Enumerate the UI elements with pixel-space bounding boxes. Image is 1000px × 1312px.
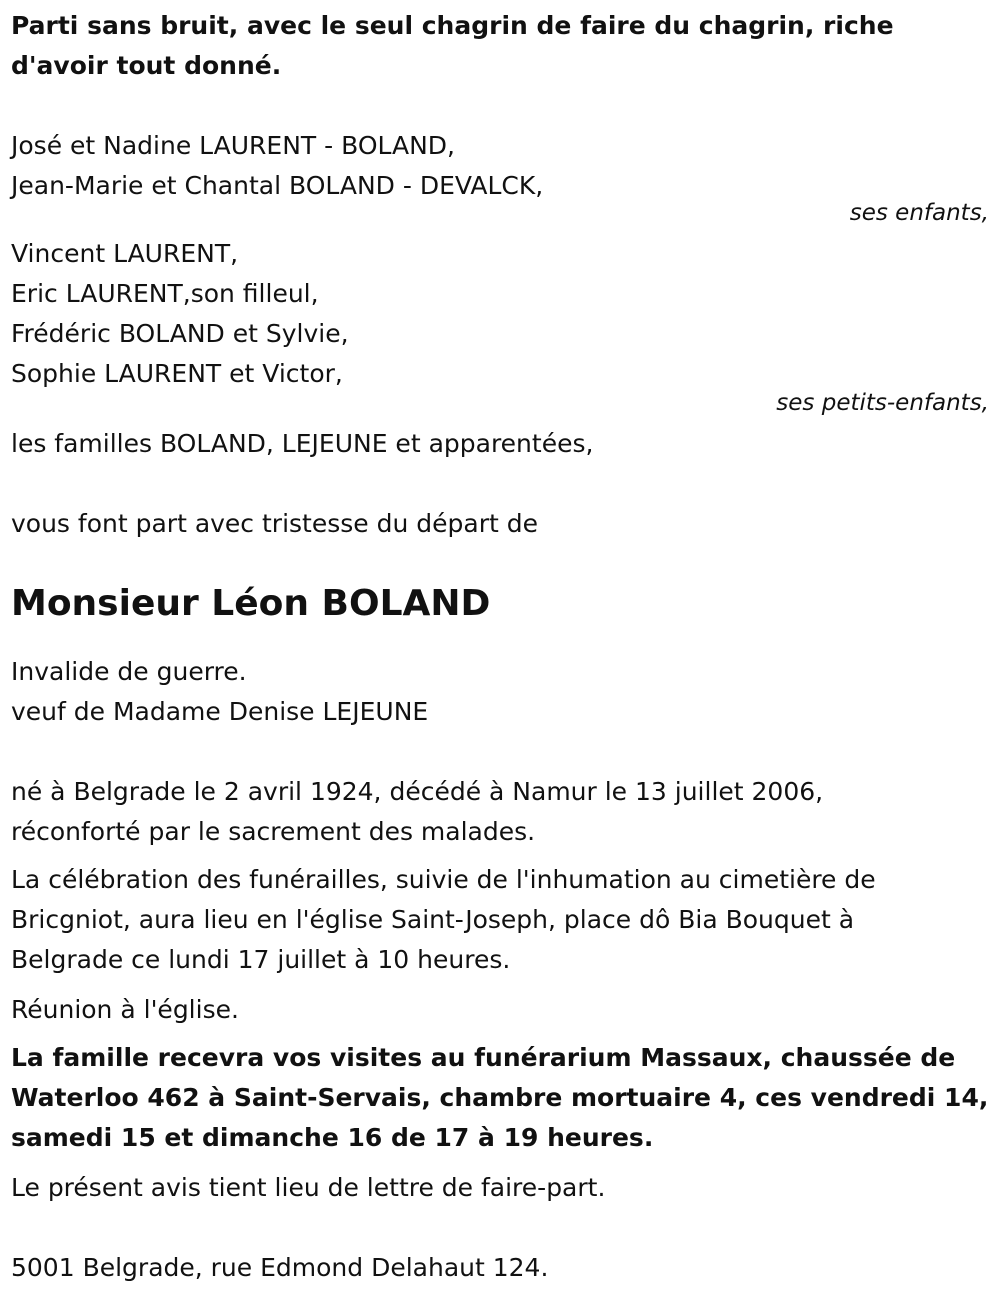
birth-death-line: né à Belgrade le 2 avril 1924, décédé à Namur le 13 juillet 2006, — [11, 777, 824, 806]
title-line: veuf de Madame Denise LEJEUNE — [11, 697, 429, 726]
children-label: ses enfants, — [849, 200, 989, 226]
epigraph: Parti sans bruit, avec le seul chagrin de faire du chagrin, riche d'avoir tout donné. — [11, 11, 894, 80]
visits-line: La famille recevra vos visites au funérarium Massaux, chaussée de — [11, 1043, 956, 1072]
grandchild-line: Sophie LAURENT et Victor, — [11, 359, 343, 388]
funeral-line: Belgrade ce lundi 17 juillet à 10 heures. — [11, 945, 511, 974]
birth-death-line: réconforté par le sacrement des malades. — [11, 817, 536, 846]
visits-line: samedi 15 et dimanche 16 de 17 à 19 heures. — [11, 1123, 654, 1152]
visits-line: Waterloo 462 à Saint-Servais, chambre mortuaire 4, ces vendredi 14, — [11, 1083, 989, 1112]
funeral-block — [11, 860, 989, 980]
funeral-line: La célébration des funérailles, suivie de l'inhumation au cimetière de — [11, 865, 876, 894]
address-line: 5001 Belgrade, rue Edmond Delahaut 124. — [11, 1253, 549, 1282]
grandchild-line: Vincent LAURENT, — [11, 239, 239, 268]
grandchild-line: Frédéric BOLAND et Sylvie, — [11, 319, 349, 348]
child-line: Jean-Marie et Chantal BOLAND - DEVALCK, — [11, 171, 544, 200]
birth-death-block — [11, 772, 989, 852]
visits-block — [11, 1038, 989, 1158]
announcement-line: vous font part avec tristesse du départ de — [11, 509, 538, 538]
notice-line: Le présent avis tient lieu de lettre de faire-part. — [11, 1173, 606, 1202]
grandchild-line: Eric LAURENT,son filleul, — [11, 279, 319, 308]
titles-block — [11, 652, 989, 732]
child-line: José et Nadine LAURENT - BOLAND, — [11, 131, 456, 160]
meeting-line: Réunion à l'église. — [11, 995, 239, 1024]
grandchildren-list — [11, 234, 989, 394]
deceased-name: Monsieur Léon BOLAND — [11, 583, 491, 624]
grandchildren-label: ses petits-enfants, — [776, 390, 989, 416]
children-list — [11, 126, 989, 206]
funeral-line: Bricgniot, aura lieu en l'église Saint-Joseph, place dô Bia Bouquet à — [11, 905, 855, 934]
families-line: les familles BOLAND, LEJEUNE et apparentées, — [11, 429, 594, 458]
title-line: Invalide de guerre. — [11, 657, 247, 686]
obituary-notice — [11, 6, 989, 1288]
